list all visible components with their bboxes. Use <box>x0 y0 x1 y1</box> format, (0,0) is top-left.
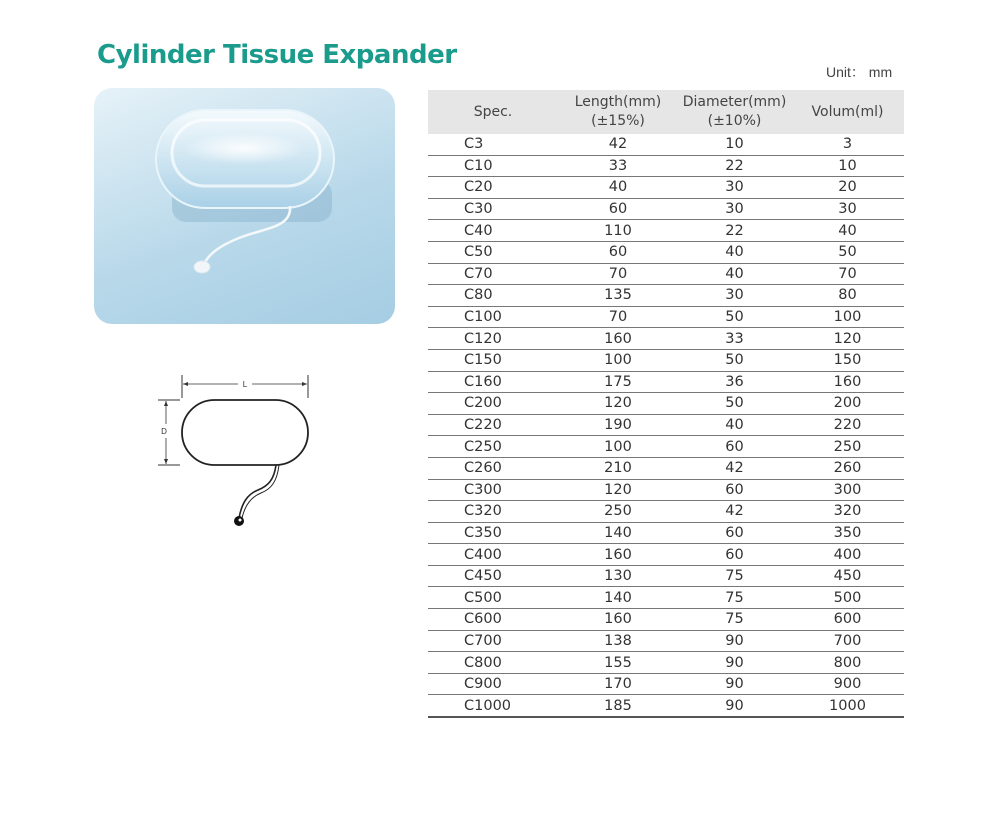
volume-cell: 20 <box>791 177 904 199</box>
length-cell: 100 <box>558 436 678 458</box>
volume-cell: 260 <box>791 457 904 479</box>
table-row <box>428 414 904 436</box>
table-row <box>428 306 904 328</box>
spec-cell: C10 <box>428 155 558 177</box>
diameter-cell: 60 <box>678 544 791 566</box>
spec-table <box>428 90 904 718</box>
diameter-cell: 40 <box>678 241 791 263</box>
length-cell: 33 <box>558 155 678 177</box>
volume-cell: 70 <box>791 263 904 285</box>
length-cell: 138 <box>558 630 678 652</box>
volume-cell: 400 <box>791 544 904 566</box>
table-row <box>428 609 904 631</box>
volume-cell: 3 <box>791 134 904 155</box>
table-row <box>428 349 904 371</box>
diameter-cell: 36 <box>678 371 791 393</box>
length-cell: 135 <box>558 285 678 307</box>
spec-cell: C3 <box>428 134 558 155</box>
table-row <box>428 652 904 674</box>
spec-cell: C600 <box>428 609 558 631</box>
volume-cell: 320 <box>791 501 904 523</box>
length-cell: 110 <box>558 220 678 242</box>
spec-cell: C320 <box>428 501 558 523</box>
product-photo <box>94 88 395 324</box>
length-cell: 120 <box>558 479 678 501</box>
diameter-cell: 90 <box>678 695 791 717</box>
diameter-cell: 42 <box>678 501 791 523</box>
length-cell: 250 <box>558 501 678 523</box>
volume-cell: 120 <box>791 328 904 350</box>
spec-cell: C400 <box>428 544 558 566</box>
spec-cell: C200 <box>428 393 558 415</box>
header-diameter: Diameter(mm) (±10%) <box>678 90 791 134</box>
volume-cell: 40 <box>791 220 904 242</box>
volume-cell: 250 <box>791 436 904 458</box>
volume-cell: 450 <box>791 565 904 587</box>
spec-cell: C300 <box>428 479 558 501</box>
diameter-cell: 30 <box>678 285 791 307</box>
spec-cell: C80 <box>428 285 558 307</box>
diameter-cell: 22 <box>678 220 791 242</box>
diameter-cell: 40 <box>678 414 791 436</box>
volume-cell: 900 <box>791 673 904 695</box>
table-row <box>428 695 904 717</box>
spec-cell: C450 <box>428 565 558 587</box>
spec-cell: C50 <box>428 241 558 263</box>
table-row <box>428 134 904 155</box>
spec-cell: C30 <box>428 198 558 220</box>
tissue-expander-illustration <box>94 88 395 324</box>
volume-cell: 160 <box>791 371 904 393</box>
volume-cell: 600 <box>791 609 904 631</box>
spec-cell: C40 <box>428 220 558 242</box>
spec-cell: C700 <box>428 630 558 652</box>
length-cell: 140 <box>558 587 678 609</box>
diameter-cell: 75 <box>678 587 791 609</box>
table-row <box>428 565 904 587</box>
diameter-label: D <box>161 427 167 436</box>
length-cell: 185 <box>558 695 678 717</box>
table-row <box>428 501 904 523</box>
length-cell: 70 <box>558 263 678 285</box>
table-row <box>428 522 904 544</box>
spec-cell: C250 <box>428 436 558 458</box>
spec-cell: C20 <box>428 177 558 199</box>
length-cell: 160 <box>558 544 678 566</box>
volume-cell: 10 <box>791 155 904 177</box>
length-cell: 140 <box>558 522 678 544</box>
length-cell: 160 <box>558 609 678 631</box>
length-label: L <box>242 380 248 389</box>
length-cell: 60 <box>558 241 678 263</box>
page-title: Cylinder Tissue Expander <box>97 40 457 70</box>
spec-cell: C1000 <box>428 695 558 717</box>
spec-cell: C150 <box>428 349 558 371</box>
table-row <box>428 285 904 307</box>
length-cell: 120 <box>558 393 678 415</box>
volume-cell: 1000 <box>791 695 904 717</box>
table-row <box>428 371 904 393</box>
length-cell: 190 <box>558 414 678 436</box>
diameter-cell: 10 <box>678 134 791 155</box>
diameter-cell: 50 <box>678 349 791 371</box>
spec-cell: C220 <box>428 414 558 436</box>
diameter-cell: 30 <box>678 177 791 199</box>
length-cell: 42 <box>558 134 678 155</box>
length-cell: 60 <box>558 198 678 220</box>
table-row <box>428 220 904 242</box>
diameter-cell: 75 <box>678 565 791 587</box>
table-row <box>428 393 904 415</box>
table-row <box>428 328 904 350</box>
diameter-cell: 50 <box>678 306 791 328</box>
length-cell: 210 <box>558 457 678 479</box>
spec-cell: C160 <box>428 371 558 393</box>
header-volume: Volum(ml) <box>791 90 904 134</box>
spec-cell: C800 <box>428 652 558 674</box>
table-row <box>428 587 904 609</box>
volume-cell: 220 <box>791 414 904 436</box>
volume-cell: 50 <box>791 241 904 263</box>
length-cell: 100 <box>558 349 678 371</box>
diameter-cell: 40 <box>678 263 791 285</box>
table-row <box>428 436 904 458</box>
diameter-cell: 60 <box>678 522 791 544</box>
table-row <box>428 177 904 199</box>
diameter-cell: 75 <box>678 609 791 631</box>
diameter-cell: 42 <box>678 457 791 479</box>
length-cell: 40 <box>558 177 678 199</box>
diameter-cell: 60 <box>678 479 791 501</box>
unit-label: Unit： mm <box>826 64 893 80</box>
volume-cell: 500 <box>791 587 904 609</box>
spec-cell: C900 <box>428 673 558 695</box>
diameter-cell: 33 <box>678 328 791 350</box>
table-row <box>428 457 904 479</box>
table-row <box>428 544 904 566</box>
diameter-cell: 90 <box>678 630 791 652</box>
table-row <box>428 241 904 263</box>
header-length: Length(mm) (±15%) <box>558 90 678 134</box>
diameter-cell: 90 <box>678 652 791 674</box>
table-row <box>428 673 904 695</box>
spec-cell: C500 <box>428 587 558 609</box>
spec-cell: C100 <box>428 306 558 328</box>
volume-cell: 800 <box>791 652 904 674</box>
table-row <box>428 479 904 501</box>
length-cell: 130 <box>558 565 678 587</box>
volume-cell: 80 <box>791 285 904 307</box>
table-row <box>428 630 904 652</box>
diameter-cell: 60 <box>678 436 791 458</box>
diameter-cell: 90 <box>678 673 791 695</box>
volume-cell: 30 <box>791 198 904 220</box>
table-body <box>428 134 904 717</box>
length-cell: 175 <box>558 371 678 393</box>
length-cell: 70 <box>558 306 678 328</box>
volume-cell: 200 <box>791 393 904 415</box>
spec-cell: C120 <box>428 328 558 350</box>
volume-cell: 700 <box>791 630 904 652</box>
volume-cell: 100 <box>791 306 904 328</box>
header-spec: Spec. <box>428 90 558 134</box>
table-row <box>428 198 904 220</box>
table-row <box>428 155 904 177</box>
table-header-row <box>428 90 904 134</box>
length-cell: 155 <box>558 652 678 674</box>
volume-cell: 350 <box>791 522 904 544</box>
spec-cell: C350 <box>428 522 558 544</box>
diameter-cell: 50 <box>678 393 791 415</box>
spec-cell: C70 <box>428 263 558 285</box>
volume-cell: 150 <box>791 349 904 371</box>
volume-cell: 300 <box>791 479 904 501</box>
diameter-cell: 22 <box>678 155 791 177</box>
diameter-cell: 30 <box>678 198 791 220</box>
length-cell: 170 <box>558 673 678 695</box>
table-row <box>428 263 904 285</box>
dimension-diagram <box>150 368 325 543</box>
spec-cell: C260 <box>428 457 558 479</box>
length-cell: 160 <box>558 328 678 350</box>
